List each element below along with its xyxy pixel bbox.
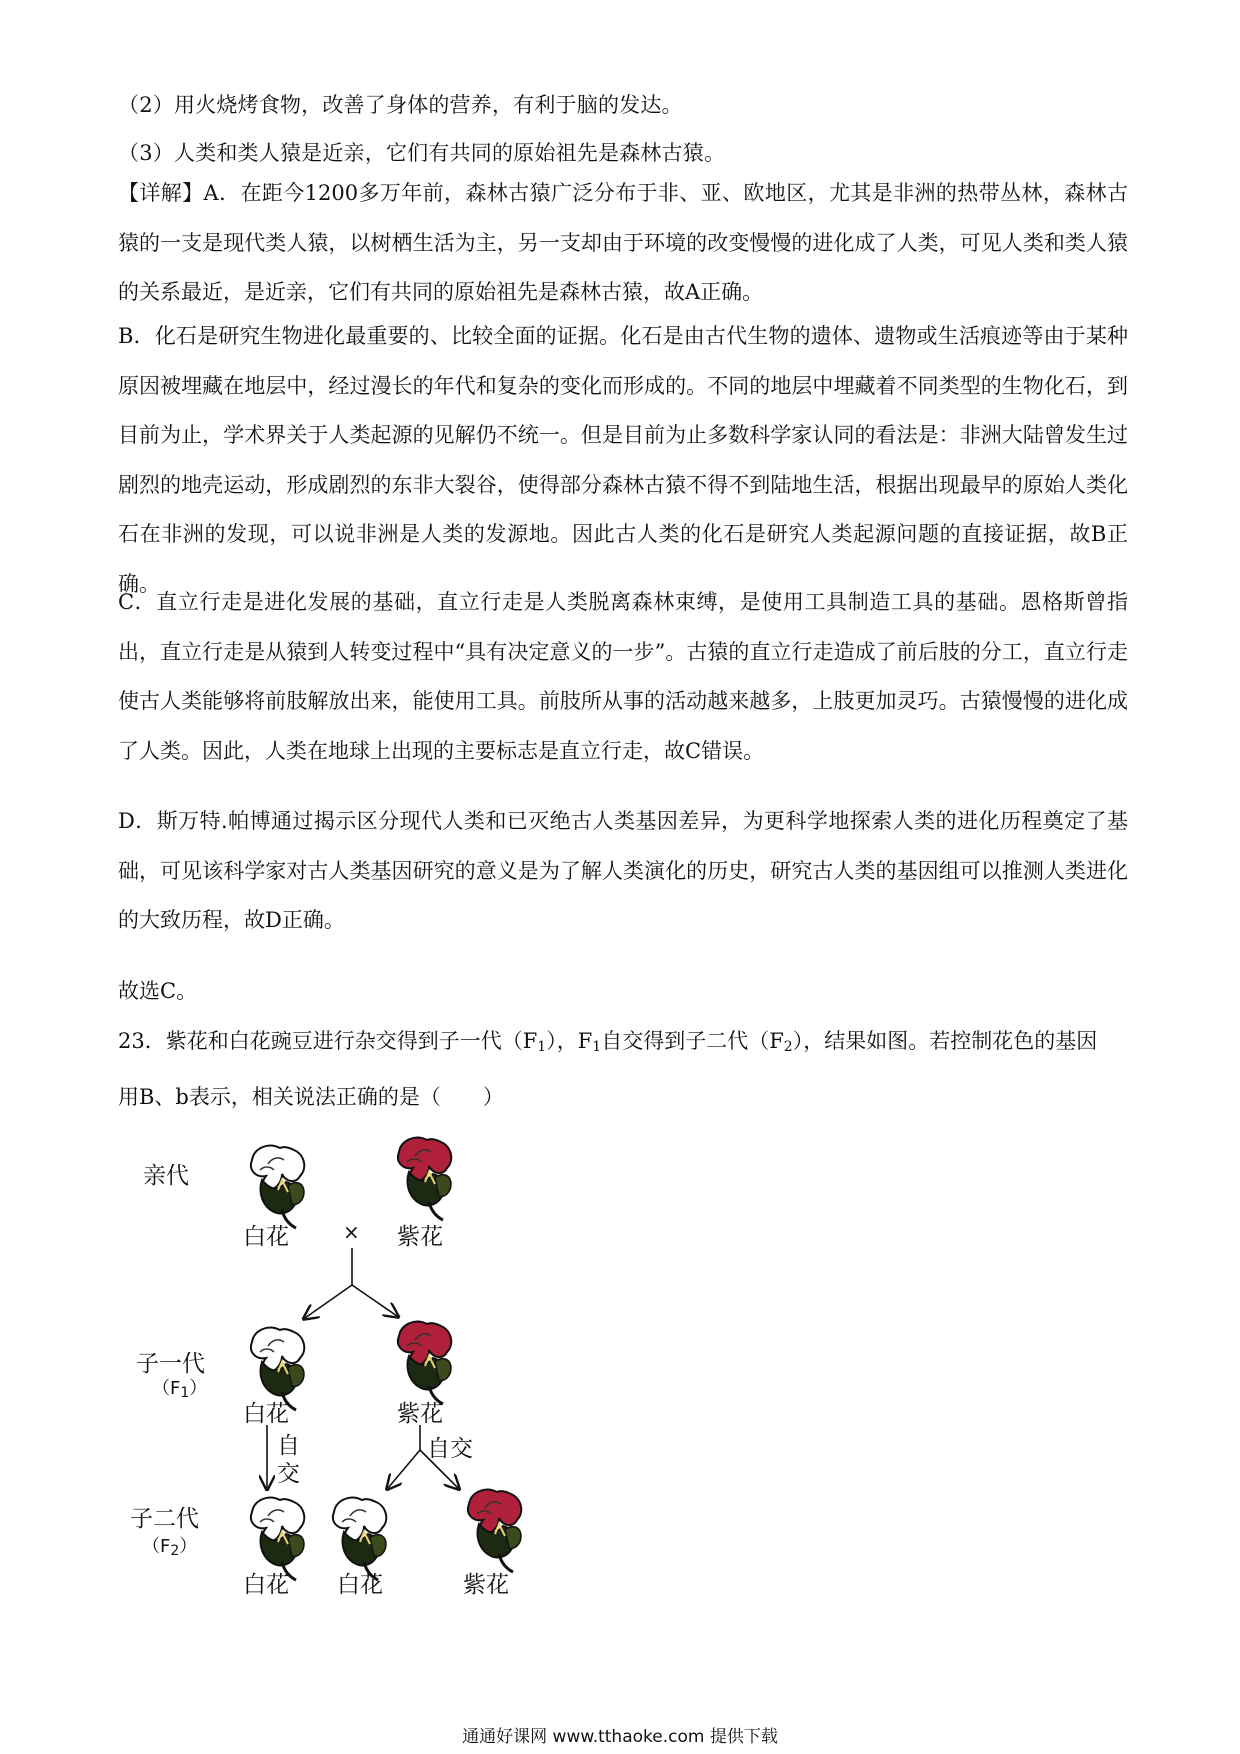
purple-flower-label: 紫花 bbox=[397, 1401, 443, 1427]
white-flower-label: 白花 bbox=[243, 1572, 289, 1598]
question-text-3: 自交得到子二代（F bbox=[601, 1029, 784, 1053]
purple-flower-icon bbox=[455, 1484, 535, 1574]
f2-generation-label: 子二代 bbox=[130, 1506, 199, 1532]
white-flower-label: 白花 bbox=[243, 1401, 289, 1427]
subscript: 1 bbox=[537, 1039, 547, 1055]
cross-symbol: × bbox=[343, 1220, 360, 1244]
detail-paragraph-a: 【详解】A．在距今1200多万年前，森林古猿广泛分布于非、亚、欧地区，尤其是非洲的热带丛林，森林古猿的一支是现代类人猿，以树栖生活为主，另一支却由于环境的改变慢慢的进化成了人类，可见人类和类人猿的关系最近，是近亲，它们有共同的原始祖先是森林古猿，故A正确。 bbox=[118, 181, 1128, 304]
question-text-2: ），F bbox=[546, 1029, 593, 1053]
detail-paragraph-c: C．直立行走是进化发展的基础，直立行走是人类脱离森林束缚，是使用工具制造工具的基础。恩格斯曾指出，直立行走是从猿到人转变过程中“具有决定意义的一步”。古猿的直立行走造成了前后肢的分工，直立行走使古人类能够将前肢解放出来，能使用工具。前肢所从事的活动越来越多，上肢更加灵巧。古猿慢慢的进化成了人类。因此，人类在地球上出现的主要标志是直立行走，故C错误。 bbox=[118, 590, 1128, 763]
subscript: 1 bbox=[592, 1039, 602, 1055]
self-cross-label-2: 交 bbox=[277, 1461, 300, 1487]
question-text-1: 23．紫花和白花豌豆进行杂交得到子一代（F bbox=[118, 1029, 538, 1053]
white-flower-label: 白花 bbox=[243, 1224, 289, 1250]
question-text-5: 用B、b表示，相关说法正确的是（ ） bbox=[118, 1084, 504, 1109]
note-line-2: （2）用火烧烤食物，改善了身体的营养，有利于脑的发达。 bbox=[118, 93, 683, 117]
self-cross-label-1: 自 bbox=[277, 1433, 300, 1459]
f1-generation-label: 子一代 bbox=[136, 1351, 205, 1377]
purple-flower-icon bbox=[385, 1316, 465, 1406]
white-flower-label: 白花 bbox=[337, 1572, 383, 1598]
parent-generation-label: 亲代 bbox=[143, 1163, 189, 1189]
purple-flower-label: 紫花 bbox=[463, 1572, 509, 1598]
f1-code: $(F_1)$ bbox=[152, 1378, 208, 1401]
detail-paragraph-b: B．化石是研究生物进化最重要的、比较全面的证据。化石是由古代生物的遗体、遗物或生活痕迹等由于某种原因被埋藏在地层中，经过漫长的年代和复杂的变化而形成的。不同的地层中埋藏着不同类型的生物化石，到目前为止，学术界关于人类起源的见解仍不统一。但是目前为止多数科学家认同的看法是：非洲大陆曾发生过剧烈的地壳运动，形成剧烈的东非大裂谷，使得部分森林古猿不得不到陆地生活，根据出现最早的原始人类化石在非洲的发现，可以说非洲是人类的发源地。因此古人类的化石是研究人类起源问题的直接证据，故B正确。 bbox=[118, 324, 1128, 596]
page-footer: 通通好课网 www.tthaoke.com 提供下载 bbox=[462, 1727, 778, 1747]
question-text-4: ），结果如图。若控制花色的基因 bbox=[792, 1029, 1098, 1053]
self-cross-label: 自交 bbox=[427, 1436, 473, 1462]
purple-flower-label: 紫花 bbox=[397, 1224, 443, 1250]
f2-code: $(F_2)$ bbox=[142, 1536, 198, 1559]
note-line-3: （3）人类和类人猿是近亲，它们有共同的原始祖先是森林古猿。 bbox=[118, 141, 726, 165]
subscript: 2 bbox=[783, 1039, 793, 1055]
answer-line: 故选C。 bbox=[118, 979, 198, 1003]
detail-paragraph-d: D．斯万特.帕博通过揭示区分现代人类和已灭绝古人类基因差异，为更科学地探索人类的进化历程奠定了基础，可见该科学家对古人类基因研究的意义是为了解人类演化的历史，研究古人类的基因组可以推测人类进化的大致历程，故D正确。 bbox=[118, 809, 1128, 932]
